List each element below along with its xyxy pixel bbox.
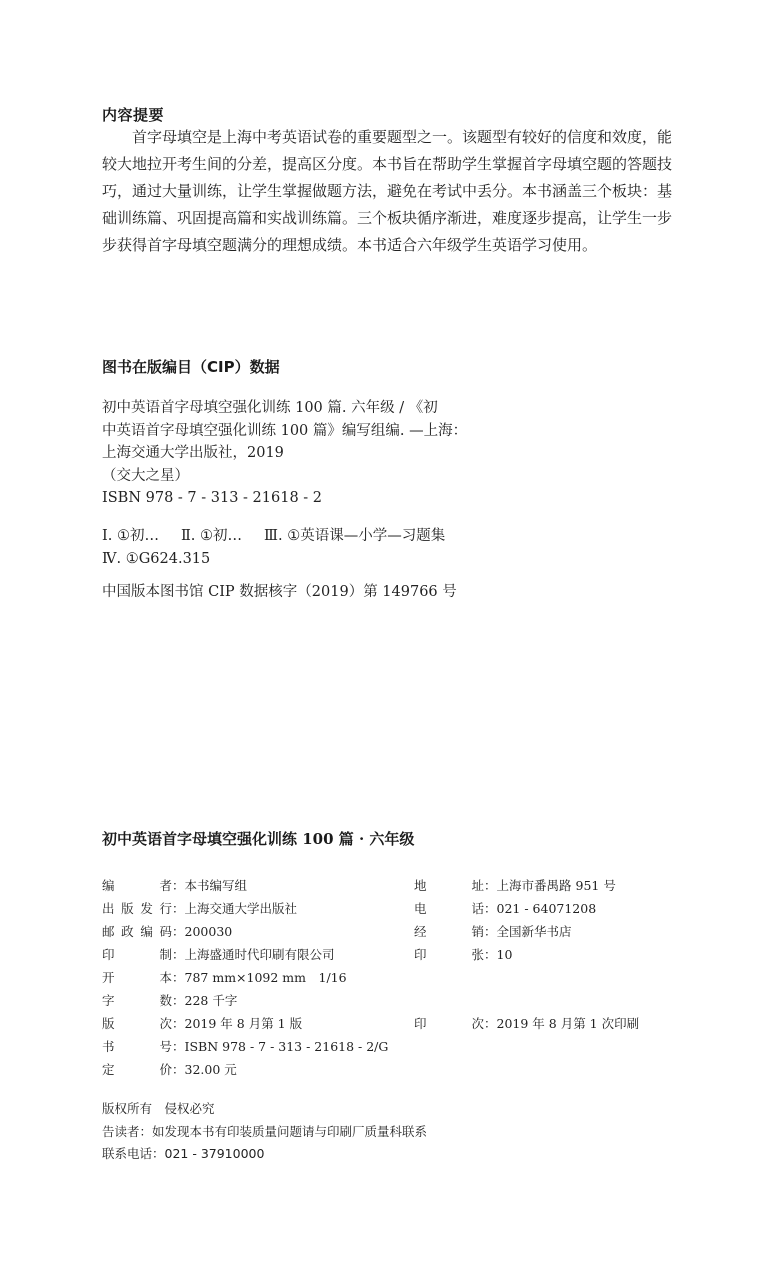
cip-title: 图书在版编目（CIP）数据 <box>102 358 280 376</box>
info-row-wordcount: 字 数：228 千字 <box>102 993 238 1008</box>
info-value: 32.00 元 <box>184 1062 237 1077</box>
cip-record-line: 上海交通大学出版社，2019 <box>102 445 284 461</box>
cip-record-line: 中英语首字母填空强化训练 100 篇》编写组编. —上海： <box>102 422 468 439</box>
cip-record-line: ISBN 978 - 7 - 313 - 21618 - 2 <box>102 490 323 506</box>
cip-class-row <box>102 525 522 548</box>
footer-notice <box>102 1098 427 1166</box>
info-row-edition: 版 次：2019 年 8 月第 1 版 <box>102 1016 303 1031</box>
cip-record-line: （交大之星） <box>102 467 189 484</box>
info-row-price: 定 价：32.00 元 <box>102 1062 237 1077</box>
cip-class-item: Ⅱ. ①初… <box>180 528 243 544</box>
info-value: 上海市番禺路 951 号 <box>496 878 616 893</box>
info-value: 10 <box>496 947 513 962</box>
cip-record <box>102 397 467 510</box>
info-value: 上海盛通时代印刷有限公司 <box>184 947 335 962</box>
book-title: 初中英语首字母填空强化训练 100 篇 · 六年级 <box>102 830 415 848</box>
info-row-postcode: 邮政编码：200030 <box>102 924 233 939</box>
info-row-address: 地 址：上海市番禺路 951 号 <box>414 878 616 893</box>
info-row-phone: 电 话：021 - 64071208 <box>414 901 597 916</box>
cip-record-line: 初中英语首字母填空强化训练 100 篇. 六年级 / 《初 <box>102 400 438 416</box>
info-row-printer: 印 制：上海盛通时代印刷有限公司 <box>102 947 335 962</box>
info-label: 经 销 <box>414 924 484 939</box>
cip-class-item: Ⅰ. ①初… <box>102 528 159 544</box>
info-label: 版 次 <box>102 1016 172 1031</box>
cip-class-row <box>102 548 522 571</box>
info-label: 出版发行 <box>102 901 172 916</box>
info-row-format: 开 本：787 mm×1092 mm 1/16 <box>102 970 347 985</box>
info-value: ISBN 978 - 7 - 313 - 21618 - 2/G <box>184 1039 389 1054</box>
info-label: 定 价 <box>102 1062 172 1077</box>
info-value: 本书编写组 <box>184 878 248 893</box>
cip-number: 中国版本图书馆 CIP 数据核字（2019）第 149766 号 <box>102 584 457 600</box>
info-row-distributor: 经 销：全国新华书店 <box>414 924 572 939</box>
info-value: 2019 年 8 月第 1 次印刷 <box>496 1016 640 1031</box>
info-value: 全国新华书店 <box>496 924 572 939</box>
copyright-notice: 版权所有 侵权必究 <box>102 1101 215 1116</box>
info-label: 印 制 <box>102 947 172 962</box>
info-label: 印 次 <box>414 1016 484 1031</box>
info-label: 地 址 <box>414 878 484 893</box>
info-label: 字 数 <box>102 993 172 1008</box>
info-value: 2019 年 8 月第 1 版 <box>184 1016 303 1031</box>
info-value: 787 mm×1092 mm 1/16 <box>184 970 347 985</box>
reader-notice: 告读者：如发现本书有印装质量问题请与印刷厂质量科联系 <box>102 1123 428 1139</box>
cip-classification <box>102 525 522 570</box>
info-value: 上海交通大学出版社 <box>184 901 298 916</box>
summary-title: 内容提要 <box>102 106 165 124</box>
info-row-isbn: 书 号：ISBN 978 - 7 - 313 - 21618 - 2/G <box>102 1039 389 1054</box>
info-value: 228 千字 <box>184 993 238 1008</box>
info-label: 邮政编码 <box>102 924 172 939</box>
cip-class-item: Ⅲ. ①英语课—小学—习题集 <box>264 528 446 544</box>
info-value: 021 - 64071208 <box>496 901 597 916</box>
info-row-editor: 编 者：本书编写组 <box>102 878 248 893</box>
info-label: 印 张 <box>414 947 484 962</box>
info-row-sheets: 印 张：10 <box>414 947 513 962</box>
info-label: 开 本 <box>102 970 172 985</box>
info-row-printing: 印 次：2019 年 8 月第 1 次印刷 <box>414 1016 640 1031</box>
info-label: 电 话 <box>414 901 484 916</box>
contact-phone: 联系电话：021 - 37910000 <box>102 1146 265 1161</box>
summary-body: 首字母填空是上海中考英语试卷的重要题型之一。该题型有较好的信度和效度，能较大地拉开考生间的分差，提高区分度。本书旨在帮助学生掌握首字母填空题的答题技巧，通过大量训练，让学生掌握做题方法，避免在考试中丢分。本书涵盖三个板块：基础训练篇、巩固提高篇和实战训练篇。三个板块循序渐进，难度逐步提高，让学生一步步获得首字母填空题满分的理想成绩。本书适合六年级学生英语学习使用。 <box>102 128 673 254</box>
info-label: 编 者 <box>102 878 172 893</box>
cip-class-item: Ⅳ. ①G624.315 <box>102 550 211 567</box>
info-row-publisher: 出版发行：上海交通大学出版社 <box>102 901 298 916</box>
info-label: 书 号 <box>102 1039 172 1054</box>
info-value: 200030 <box>184 924 233 939</box>
